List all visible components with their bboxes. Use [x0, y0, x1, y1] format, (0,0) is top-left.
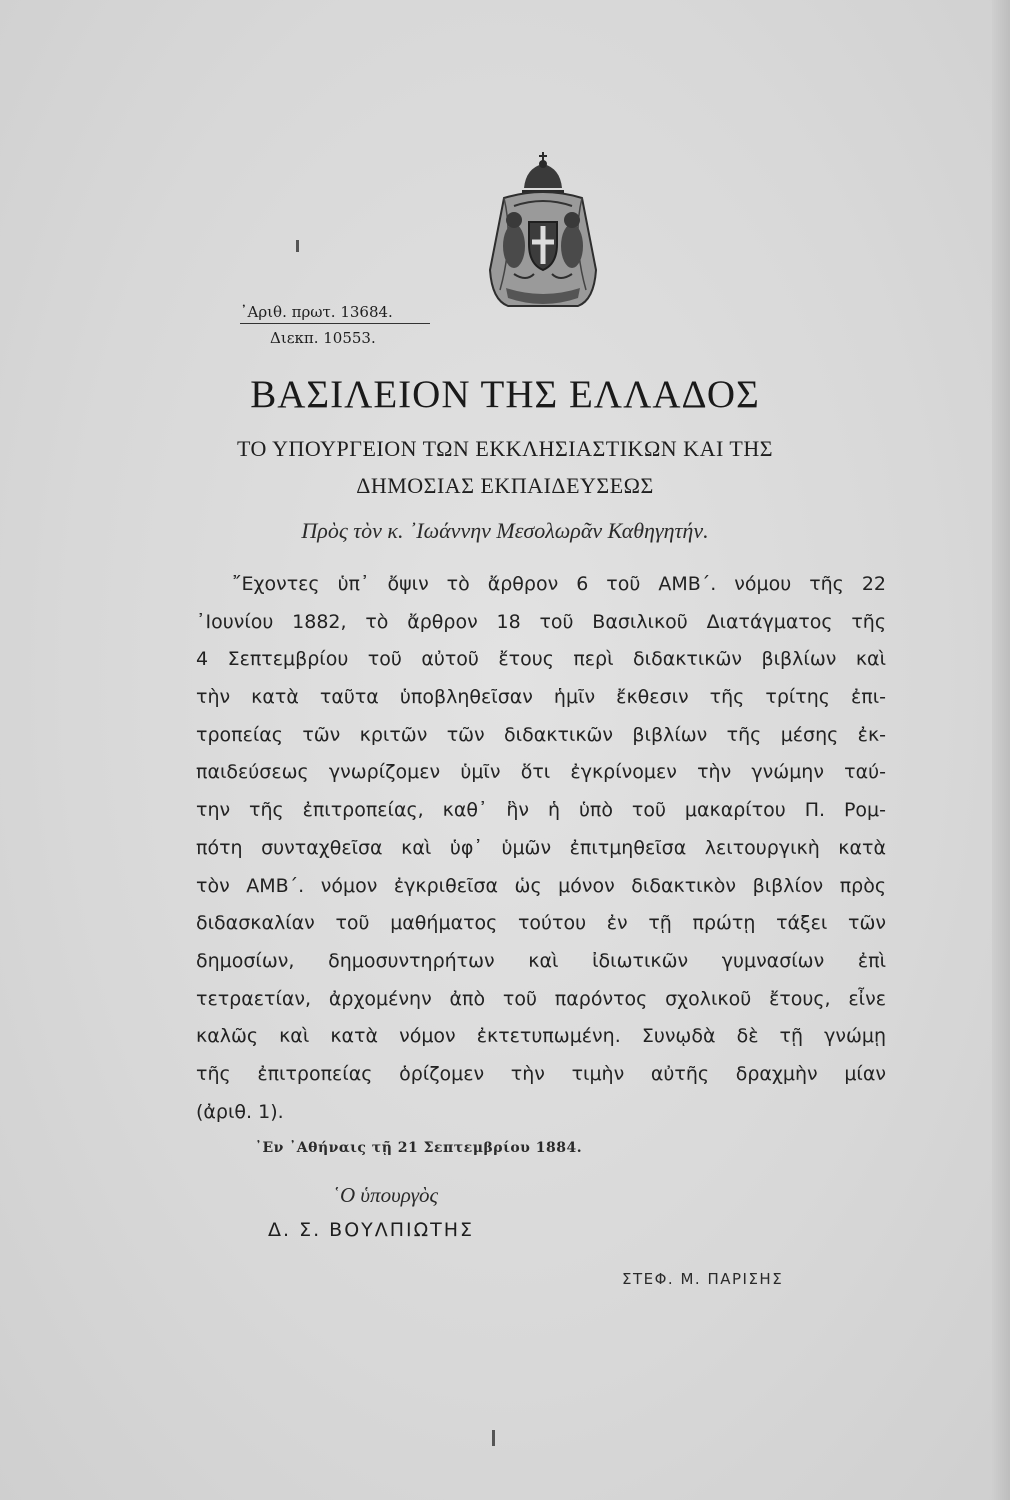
body-line: τῆς ἐπιτροπείας ὁρίζομεν τὴν τιμὴν αὐτῆς δραχμὴν μίαν [196, 1062, 886, 1085]
royal-coat-of-arms-icon [474, 150, 612, 316]
minister-name: Δ. Σ. ΒΟΥΛΠΙΩΤΗΣ [268, 1219, 475, 1241]
paper-speck [296, 240, 299, 252]
body-line: ᾿Ιουνίου 1882, τὸ ἄρθρον 18 τοῦ Βασιλικοῦ Διατάγματος τῆς [196, 610, 886, 633]
body-line: (ἀριθ. 1). [196, 1100, 284, 1123]
body-line: διδασκαλίαν τοῦ μαθήματος τούτου ἐν τῇ πρώτῃ τάξει τῶν [196, 912, 886, 935]
body-line: ῎Εχοντες ὑπ᾿ ὄψιν τὸ ἄρθρον 6 τοῦ ΑΜΒ΄. νόμου τῆς 22 [232, 573, 886, 595]
ministry-line-2: ΔΗΜΟΣΙΑΣ ΕΚΠΑΙΔΕΥΣΕΩΣ [356, 473, 654, 498]
minister-title: ῾Ο ὑπουργὸς [333, 1183, 439, 1207]
body-line: παιδεύσεως γνωρίζομεν ὑμῖν ὅτι ἐγκρίνομεν τὴν γνώμην ταύ- [196, 761, 886, 784]
body-line: τὴν κατὰ ταῦτα ὑποβληθεῖσαν ἡμῖν ἔκθεσιν τῆς τρίτης ἐπι- [196, 686, 886, 709]
body-line: τροπείας τῶν κριτῶν τῶν διδακτικῶν βιβλίων τῆς μέσης ἐκ- [196, 723, 886, 746]
page-edge-shadow [992, 0, 1010, 1500]
kingdom-heading: ΒΑΣΙΛΕΙΟΝ ΤΗΣ ΕΛΛΑΔΟΣ [250, 373, 760, 416]
body-line: 4 Σεπτεμβρίου τοῦ αὐτοῦ ἔτους περὶ διδακτικῶν βιβλίων καὶ [196, 648, 886, 671]
body-line: καλῶς καὶ κατὰ νόμον ἐκτετυπωμένη. Συνῳδὰ δὲ τῇ γνώμῃ [196, 1025, 886, 1048]
body-line: την τῆς ἐπιτροπείας, καθ᾿ ἣν ἡ ὑπὸ τοῦ μακαρίτου Π. Ρομ- [196, 799, 886, 822]
recipient-line: Πρὸς τὸν κ. ᾿Ιωάννην Μεσολωρᾶν Καθηγητήν. [301, 518, 709, 543]
decree-body [196, 566, 886, 1131]
body-line: τετραετίαν, ἀρχομένην ἀπὸ τοῦ παρόντος σχολικοῦ ἔτους, εἶνε [196, 987, 886, 1010]
body-line: δημοσίων, δημοσυντηρήτων καὶ ἰδιωτικῶν γυμνασίων ἐπὶ [196, 949, 886, 972]
ministry-heading [0, 430, 1010, 504]
ministry-line-1: ΤΟ ΥΠΟΥΡΓΕΙΟΝ ΤΩΝ ΕΚΚΛΗΣΙΑΣΤΙΚΩΝ ΚΑΙ ΤΗΣ [236, 436, 774, 461]
body-line: τὸν ΑΜΒ΄. νόμον ἐγκριθεῖσα ὡς μόνον διδακτικὸν βιβλίον πρὸς [196, 874, 886, 897]
countersignature: ΣΤΕΦ. Μ. ΠΑΡΙΣΗΣ [622, 1270, 784, 1288]
dispatch-number: Διεκπ. 10553. [270, 329, 376, 347]
paper-speck [492, 1430, 495, 1446]
protocol-reference [240, 302, 430, 348]
body-line: πότη συνταχθεῖσα καὶ ὑφ᾿ ὑμῶν ἐπιτμηθεῖσα λειτουργικὴ κατὰ [196, 836, 886, 859]
protocol-number: ᾿Αριθ. πρωτ. 13684. [240, 302, 430, 324]
place-and-date: ᾿Εν ᾿Αθήναις τῇ 21 Σεπτεμβρίου 1884. [255, 1140, 583, 1156]
